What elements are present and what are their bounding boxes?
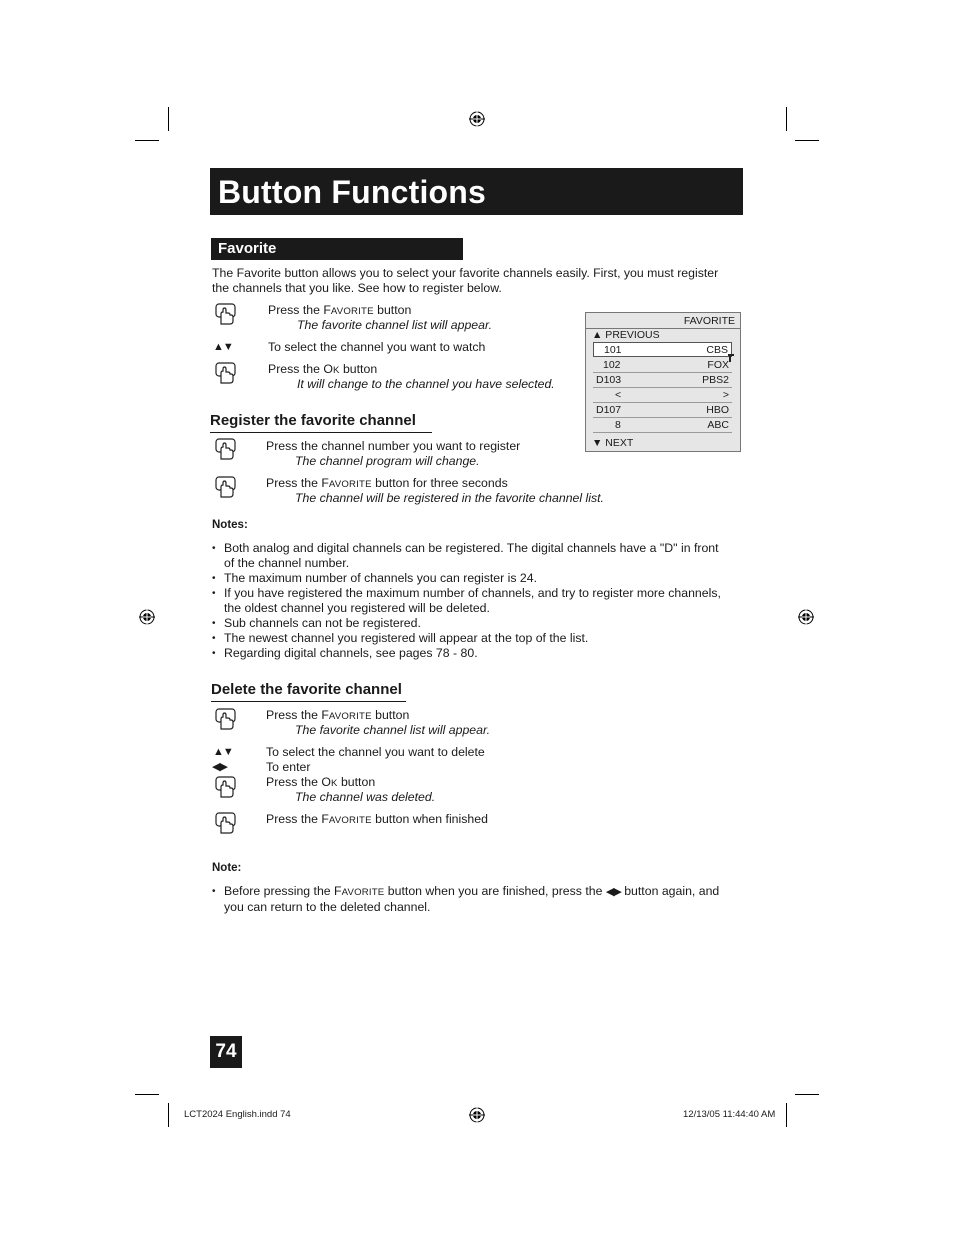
register-step-1: Press the channel number you want to register (266, 439, 521, 453)
note-item: • If you have registered the maximum number of channels, and try to register more channels, the oldest channel you registered will be deleted. (212, 586, 742, 616)
crop-mark (795, 140, 819, 141)
hand-press-icon (212, 774, 238, 800)
note-heading: Note: (212, 862, 242, 874)
hand-press-icon (212, 436, 238, 462)
registration-mark-icon (139, 609, 155, 625)
use-step-2: To select the channel you want to watch (268, 340, 486, 354)
up-down-arrow-icon: ▲▼ (213, 341, 233, 353)
osd-header: FAVORITE (586, 313, 740, 329)
hand-press-icon (212, 810, 238, 836)
heading-rule (211, 701, 406, 702)
crop-mark (795, 1094, 819, 1095)
register-step-2-note: The channel will be registered in the favorite channel list. (295, 491, 604, 505)
page-title: Button Functions (218, 174, 487, 210)
register-heading: Register the favorite channel (210, 412, 416, 429)
osd-previous: ▲ PREVIOUS (592, 329, 660, 341)
delete-step-4-note: The channel was deleted. (295, 790, 436, 804)
registration-mark-icon (798, 609, 814, 625)
intro-line-1: The Favorite button allows you to select your favorite channels easily. First, you must register (212, 266, 719, 280)
page-title-bar (210, 168, 743, 215)
crop-mark (168, 1103, 169, 1127)
hand-press-icon (212, 706, 238, 732)
footer-timestamp: 12/13/05 11:44:40 AM (683, 1109, 776, 1120)
delete-step-5: Press the FAVORITE button when finished (266, 812, 488, 826)
note-item: • Both analog and digital channels can be registered. The digital channels have a "D" in front of the channel number. (212, 541, 742, 571)
note-item: • Before pressing the FAVORITE button when you are finished, press the ◀▶ button again, and you can return to the deleted channel. (212, 884, 742, 915)
osd-row: 8 ABC (593, 418, 732, 433)
notes-heading: Notes: (212, 519, 248, 531)
delete-heading: Delete the favorite channel (211, 681, 402, 698)
osd-row: D103 PBS2 (593, 373, 732, 388)
register-step-1-note: The channel program will change. (295, 454, 480, 468)
left-right-arrow-icon: ◀▶ (605, 886, 621, 898)
crop-mark (786, 1103, 787, 1127)
pointer-cursor-icon (727, 353, 735, 363)
crop-mark (168, 107, 169, 131)
hand-press-icon (212, 360, 238, 386)
use-step-3: Press the OK button (268, 362, 378, 376)
crop-mark (786, 107, 787, 131)
osd-row: D107 HBO (593, 403, 732, 418)
osd-row: 101 CBS (593, 342, 732, 357)
osd-row: < > (593, 388, 732, 403)
delete-step-1-note: The favorite channel list will appear. (295, 723, 491, 737)
section-title: Favorite (218, 240, 277, 257)
use-step-3-note: It will change to the channel you have selected. (297, 377, 555, 391)
note-item: • Regarding digital channels, see pages 78 - 80. (212, 646, 742, 661)
osd-next: ▼ NEXT (592, 437, 634, 449)
heading-rule (210, 432, 432, 433)
crop-mark (135, 1094, 159, 1095)
section-header (211, 238, 463, 260)
note-item: • The newest channel you registered will appear at the top of the list. (212, 631, 742, 646)
delete-step-3: To enter (266, 760, 311, 774)
register-step-2: Press the FAVORITE button for three seconds (266, 476, 508, 490)
delete-step-2: To select the channel you want to delete (266, 745, 485, 759)
registration-mark-icon (469, 111, 485, 127)
footer-file-name: LCT2024 English.indd 74 (184, 1109, 291, 1120)
osd-row: 102 FOX (593, 358, 732, 373)
use-step-1: Press the FAVORITE button (268, 303, 412, 317)
hand-press-icon (212, 301, 238, 327)
crop-mark (135, 140, 159, 141)
up-down-arrow-icon: ▲▼ (213, 746, 233, 758)
note-item: • The maximum number of channels you can register is 24. (212, 571, 742, 586)
page-number: 74 (210, 1036, 242, 1068)
intro-line-2: the channels that you like. See how to register below. (212, 281, 502, 295)
delete-step-1: Press the FAVORITE button (266, 708, 410, 722)
left-right-arrow-icon: ◀▶ (212, 761, 227, 773)
favorite-channel-list-panel (585, 312, 741, 452)
hand-press-icon (212, 474, 238, 500)
use-step-1-note: The favorite channel list will appear. (297, 318, 493, 332)
registration-mark-icon (469, 1107, 485, 1123)
delete-step-4: Press the OK button (266, 775, 376, 789)
note-item: • Sub channels can not be registered. (212, 616, 742, 631)
